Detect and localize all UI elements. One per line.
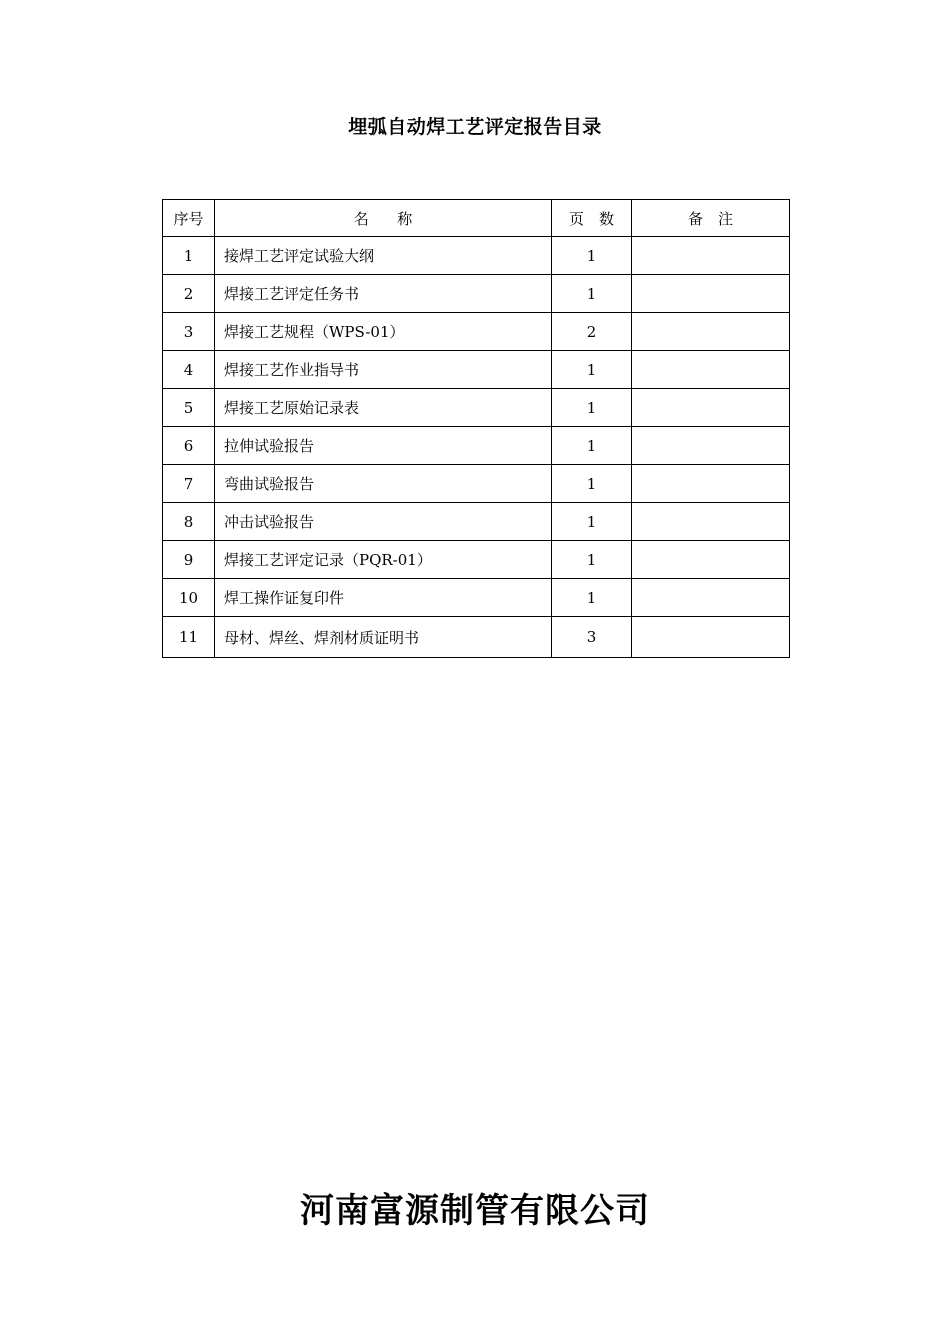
- header-remarks-label: 备注: [687, 209, 748, 228]
- row-name: 焊工操作证复印件: [215, 579, 552, 617]
- row-pages: 1: [552, 427, 632, 465]
- row-name: 焊接工艺规程（WPS-01）: [215, 313, 552, 351]
- row-no: 10: [163, 579, 215, 617]
- header-pages-label: 页数: [568, 209, 629, 228]
- row-pages: 1: [552, 275, 632, 313]
- company-name: 河南富源制管有限公司: [300, 1191, 650, 1231]
- row-name: 焊接工艺评定记录（PQR-01）: [215, 541, 552, 579]
- row-remarks: [632, 465, 790, 503]
- row-no: 11: [163, 617, 215, 658]
- row-remarks: [632, 579, 790, 617]
- header-no: 序号: [163, 200, 215, 237]
- row-remarks: [632, 617, 790, 658]
- row-remarks: [632, 503, 790, 541]
- row-pages: 3: [552, 617, 632, 658]
- row-name: 焊接工艺原始记录表: [215, 389, 552, 427]
- row-no: 8: [163, 503, 215, 541]
- row-pages: 1: [552, 465, 632, 503]
- row-pages: 2: [552, 313, 632, 351]
- row-no: 3: [163, 313, 215, 351]
- table-row: [163, 579, 790, 617]
- table-row: [163, 351, 790, 389]
- row-pages: 1: [552, 541, 632, 579]
- row-pages: 1: [552, 503, 632, 541]
- row-name: 母材、焊丝、焊剂材质证明书: [215, 617, 552, 658]
- table-row: [163, 541, 790, 579]
- row-pages: 1: [552, 389, 632, 427]
- row-no: 1: [163, 237, 215, 275]
- row-no: 4: [163, 351, 215, 389]
- row-pages: 1: [552, 237, 632, 275]
- document-title: 埋弧自动焊工艺评定报告目录: [348, 116, 602, 138]
- row-name: 拉伸试验报告: [215, 427, 552, 465]
- row-no: 7: [163, 465, 215, 503]
- row-pages: 1: [552, 579, 632, 617]
- row-remarks: [632, 427, 790, 465]
- row-name: 接焊工艺评定试验大纲: [215, 237, 552, 275]
- header-name: [215, 200, 552, 237]
- row-no: 5: [163, 389, 215, 427]
- table-row: [163, 617, 790, 658]
- row-name: 冲击试验报告: [215, 503, 552, 541]
- table-body: [163, 237, 790, 658]
- table-row: [163, 389, 790, 427]
- table-row: [163, 427, 790, 465]
- table-row: [163, 503, 790, 541]
- row-remarks: [632, 351, 790, 389]
- row-no: 6: [163, 427, 215, 465]
- row-no: 9: [163, 541, 215, 579]
- row-name: 焊接工艺作业指导书: [215, 351, 552, 389]
- table-row: [163, 313, 790, 351]
- row-pages: 1: [552, 351, 632, 389]
- contents-table: [162, 199, 790, 658]
- row-name: 弯曲试验报告: [215, 465, 552, 503]
- row-remarks: [632, 389, 790, 427]
- row-no: 2: [163, 275, 215, 313]
- row-remarks: [632, 275, 790, 313]
- table-row: [163, 275, 790, 313]
- header-name-label: 名称: [353, 209, 441, 228]
- row-name: 焊接工艺评定任务书: [215, 275, 552, 313]
- table-row: [163, 465, 790, 503]
- row-remarks: [632, 313, 790, 351]
- header-remarks: [632, 200, 790, 237]
- row-remarks: [632, 237, 790, 275]
- table-header-row: [163, 200, 790, 237]
- row-remarks: [632, 541, 790, 579]
- table-row: [163, 237, 790, 275]
- header-pages: [552, 200, 632, 237]
